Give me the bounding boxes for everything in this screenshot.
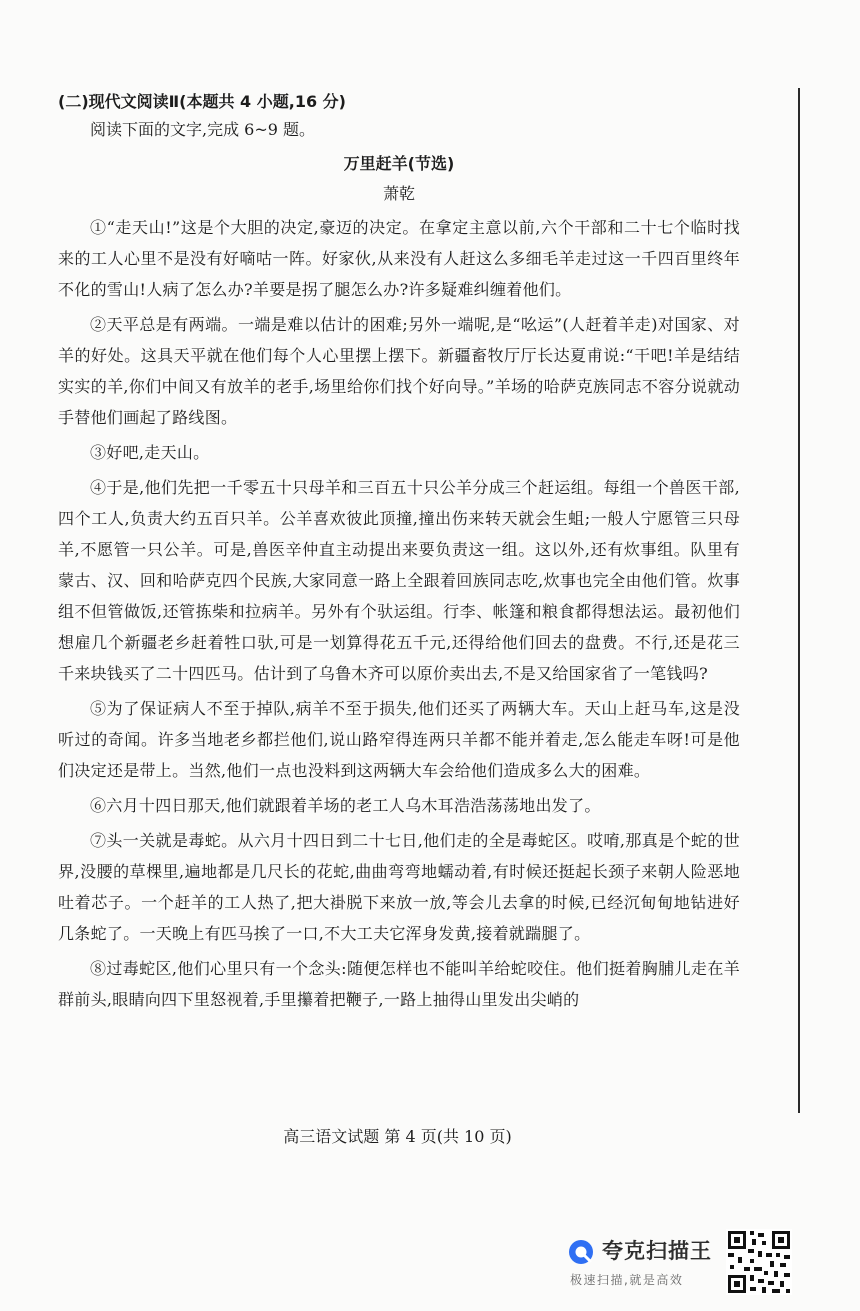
reading-section [58, 90, 740, 1019]
section-heading: (二)现代文阅读Ⅱ(本题共 4 小题,16 分) [58, 92, 346, 111]
binding-margin-line [798, 88, 800, 1113]
paragraph-7: ⑦头一关就是毒蛇。从六月十四日到二十七日,他们走的全是毒蛇区。哎唷,那真是个蛇的世界,没腰的草棵里,遍地都是几尺长的花蛇,曲曲弯弯地蠕动着,有时候还挺起长颈子来朝人险恶地吐着芯子。一个赶羊的工人热了,把大褂脱下来放一放,等会儿去拿的时候,已经沉甸甸地钻进好几条蛇了。一天晚上有匹马挨了一口,不大工夫它浑身发黄,接着就踹腿了。 [58, 831, 740, 943]
watermark-brand: 夸克扫描王 [602, 1239, 712, 1263]
paragraph-8: ⑧过毒蛇区,他们心里只有一个念头:随便怎样也不能叫羊给蛇咬住。他们挺着胸脯儿走在羊群前头,眼睛向四下里怒视着,手里攥着把鞭子,一路上抽得山里发出尖峭的 [58, 959, 740, 1009]
page-footer: 高三语文试题 第 4 页(共 10 页) [283, 1127, 512, 1146]
passage-author: 萧乾 [382, 184, 415, 203]
paragraph-5: ⑤为了保证病人不至于掉队,病羊不至于损失,他们还买了两辆大车。天山上赶马车,这是没听过的奇闻。许多当地老乡都拦他们,说山路窄得连两只羊都不能并着走,怎么能走车呀!可是他们决定还是带上。当然,他们一点也没料到这两辆大车会给他们造成多么大的困难。 [58, 699, 740, 780]
qr-code-icon [726, 1229, 792, 1295]
paragraph-3: ③好吧,走天山。 [90, 443, 210, 462]
watermark-slogan: 极速扫描,就是高效 [570, 1273, 684, 1287]
paragraph-1: ①“走天山!”这是个大胆的决定,豪迈的决定。在拿定主意以前,六个干部和二十七个临时找来的工人心里不是没有好嘀咕一阵。好家伙,从来没有人赶这么多细毛羊走过这一千四百里终年不化的雪山!人病了怎么办?羊要是拐了腿怎么办?许多疑难纠缠着他们。 [58, 218, 740, 299]
quark-logo-icon [568, 1239, 594, 1265]
instruction: 阅读下面的文字,完成 6~9 题。 [90, 120, 316, 139]
passage-title: 万里赶羊(节选) [343, 154, 455, 173]
paragraph-6: ⑥六月十四日那天,他们就跟着羊场的老工人乌木耳浩浩荡荡地出发了。 [90, 796, 601, 815]
paragraph-2: ②天平总是有两端。一端是难以估计的困难;另外一端呢,是“吆运”(人赶着羊走)对国家、对羊的好处。这具天平就在他们每个人心里摆上摆下。新疆畜牧厅厅长达夏甫说:“干吧!羊是结结实实的羊,你们中间又有放羊的老手,场里给你们找个好向导。”羊场的哈萨克族同志不容分说就动手替他们画起了路线图。 [58, 315, 740, 427]
scanner-watermark [566, 1227, 796, 1297]
paragraph-4: ④于是,他们先把一千零五十只母羊和三百五十只公羊分成三个赶运组。每组一个兽医干部,四个工人,负责大约五百只羊。公羊喜欢彼此顶撞,撞出伤来转天就会生蛆;一般人宁愿管三只母羊,不愿管一只公羊。可是,兽医辛仲直主动提出来要负责这一组。这以外,还有炊事组。队里有蒙古、汉、回和哈萨克四个民族,大家同意一路上全跟着回族同志吃,炊事也完全由他们管。炊事组不但管做饭,还管拣柴和拉病羊。另外有个驮运组。行李、帐篷和粮食都得想法运。最初他们想雇几个新疆老乡赶着牲口驮,可是一划算得花五千元,还得给他们回去的盘费。不行,还是花三千来块钱买了二十四匹马。估计到了乌鲁木齐可以原价卖出去,不是又给国家省了一笔钱吗? [58, 478, 740, 683]
